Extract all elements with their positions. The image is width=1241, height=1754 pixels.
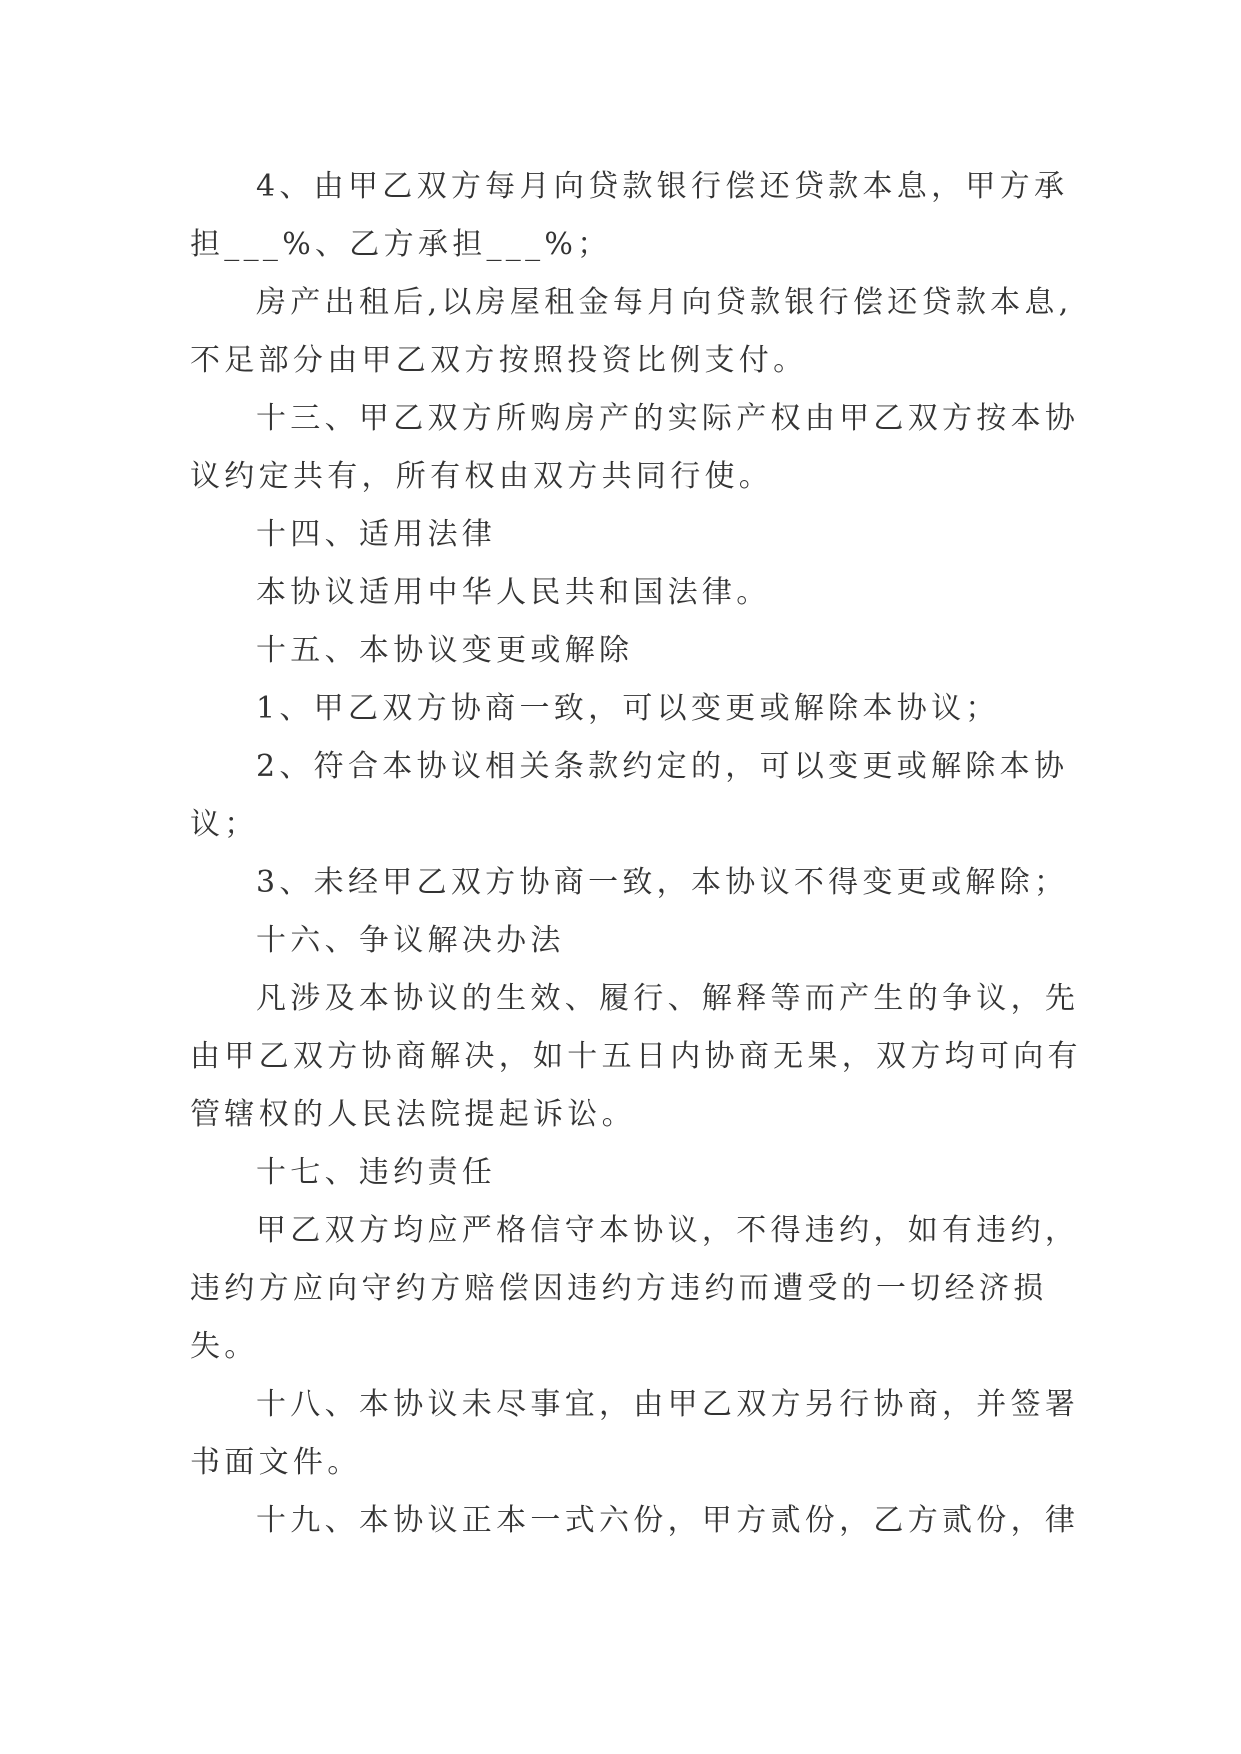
paragraph-article-19: 十九、本协议正本一式六份，甲方贰份，乙方贰份，律	[256, 1503, 1080, 1538]
heading-article-15: 十五、本协议变更或解除	[256, 633, 634, 668]
heading-article-14: 十四、适用法律	[256, 517, 497, 552]
paragraph-article-15-item-1: 1、甲乙双方协商一致，可以变更或解除本协议；	[256, 691, 1000, 726]
paragraph-article-15-item-2: 2、符合本协议相关条款约定的，可以变更或解除本协议；	[190, 749, 1069, 842]
paragraph-rental-repayment: 房产出租后,以房屋租金每月向贷款银行偿还贷款本息,不足部分由甲乙双方按照投资比例支付。	[190, 285, 1073, 378]
heading-article-17: 十七、违约责任	[256, 1155, 497, 1190]
paragraph-applicable-law: 本协议适用中华人民共和国法律。	[256, 575, 771, 610]
paragraph-liability: 甲乙双方均应严格信守本协议，不得违约，如有违约，违约方应向守约方赔偿因违约方违约而遭受的一切经济损失。	[190, 1213, 1080, 1364]
paragraph-article-18: 十八、本协议未尽事宜，由甲乙双方另行协商，并签署书面文件。	[190, 1387, 1080, 1480]
paragraph-dispute-resolution: 凡涉及本协议的生效、履行、解释等而产生的争议，先由甲乙双方协商解决，如十五日内协商无果，双方均可向有管辖权的人民法院提起诉讼。	[190, 981, 1082, 1132]
paragraph-repayment-ratio: 4、由甲乙双方每月向贷款银行偿还贷款本息，甲方承担___%、乙方承担___%；	[190, 169, 1069, 262]
heading-article-16: 十六、争议解决办法	[256, 923, 565, 958]
document-body	[190, 158, 1090, 1550]
paragraph-article-13: 十三、甲乙双方所购房产的实际产权由甲乙双方按本协议约定共有，所有权由双方共同行使。	[190, 401, 1080, 494]
paragraph-article-15-item-3: 3、未经甲乙双方协商一致，本协议不得变更或解除；	[256, 865, 1069, 900]
